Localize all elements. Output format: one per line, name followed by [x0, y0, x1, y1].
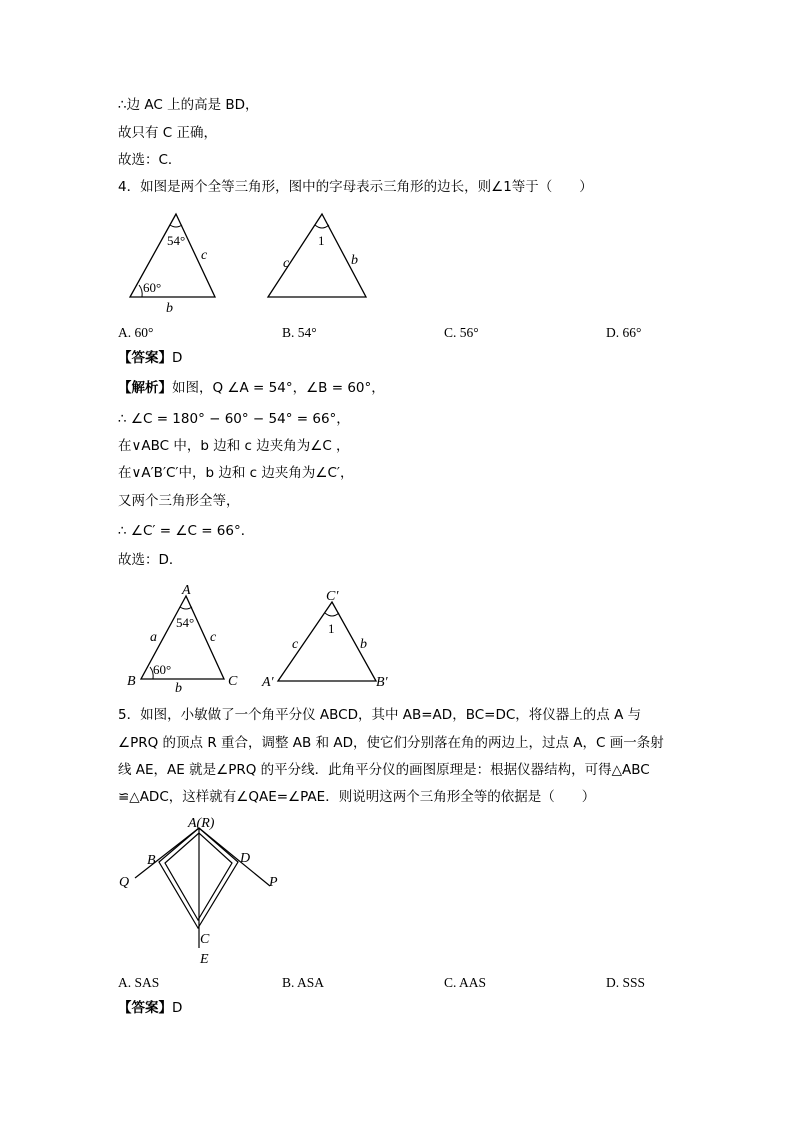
answer-value: D: [172, 350, 183, 366]
answer-line: [118, 999, 182, 1017]
analysis-step: 故选：D．: [118, 552, 183, 568]
label-54: 54°: [167, 233, 186, 248]
label-b: b: [351, 253, 358, 268]
option-a: A. 60°: [118, 325, 154, 340]
angle-arc-54: [170, 225, 182, 227]
angle-arc-60: [139, 285, 142, 297]
analysis-text: 如图，Q ∠A = 54°，∠B = 60°，: [172, 380, 385, 396]
question-5-line: 线 AE，AE 就是∠PRQ 的平分线．此角平分仪的画图原理是：根据仪器结构，可得△ABC: [118, 762, 650, 778]
option-d: D. 66°: [606, 325, 642, 340]
label-B-prime: B′: [376, 675, 388, 690]
answer-line: [118, 349, 182, 367]
option-d: D. SSS: [606, 975, 646, 990]
label-1: 1: [318, 233, 325, 248]
question-4-stem: 4．如图是两个全等三角形，图中的字母表示三角形的边长，则∠1等于（ ）: [118, 179, 593, 195]
angle-arc-1: [315, 225, 329, 228]
label-P: P: [269, 875, 278, 890]
label-c: c: [201, 248, 208, 263]
label-1: 1: [328, 621, 335, 636]
q4-solution-figure: [0, 582, 794, 692]
option-c: C. 56°: [444, 325, 479, 340]
label-b: b: [166, 301, 173, 312]
label-D: D: [240, 851, 251, 866]
analysis-step: ∴ ∠C′ = ∠C = 66°．: [118, 523, 255, 539]
analysis-line: [118, 379, 385, 397]
q4-figure: [0, 212, 794, 312]
label-A: A: [182, 583, 191, 598]
option-b: B. ASA: [282, 975, 325, 990]
label-54: 54°: [176, 615, 195, 630]
label-c: c: [292, 637, 299, 652]
question-5-line: 5．如图，小敏做了一个角平分仪 ABCD，其中 AB=AD，BC=DC，将仪器上的点 A 与: [118, 707, 642, 723]
option-a: A. SAS: [118, 975, 160, 990]
option-c: C. AAS: [444, 975, 487, 990]
label-c: c: [283, 256, 290, 271]
analysis-step: ∴ ∠C = 180° − 60° − 54° = 66°，: [118, 411, 350, 427]
label-b: b: [360, 637, 367, 652]
text-line: ∴边 AC 上的高是 BD，: [118, 97, 259, 113]
label-E: E: [200, 952, 209, 964]
label-C: C: [200, 932, 210, 947]
label-A-R: A(R): [188, 816, 215, 831]
label-B: B: [127, 674, 136, 689]
text-line: 故选：C．: [118, 152, 182, 168]
label-60: 60°: [153, 662, 172, 677]
label-Q: Q: [119, 875, 130, 890]
option-b: B. 54°: [282, 325, 317, 340]
analysis-step: 在∨ABC 中，b 边和 c 边夹角为∠C ，: [118, 438, 350, 454]
label-b: b: [175, 681, 182, 692]
analysis-step: 在∨A′B′C′中，b 边和 c 边夹角为∠C′，: [118, 465, 354, 481]
answer-tag: 【答案】: [118, 350, 172, 366]
analysis-step: 又两个三角形全等，: [118, 493, 240, 509]
q5-figure: [0, 814, 794, 964]
label-a: a: [150, 630, 157, 645]
label-60: 60°: [143, 280, 162, 295]
answer-tag: 【答案】: [118, 1000, 172, 1016]
label-C-prime: C′: [326, 589, 339, 604]
label-C: C: [228, 674, 238, 689]
analysis-tag: 【解析】: [118, 380, 172, 396]
question-5-line: ∠PRQ 的顶点 R 重合，调整 AB 和 AD，使它们分别落在角的两边上，过点 A，C 画一条射: [118, 735, 664, 751]
question-5-line: ≌△ADC，这样就有∠QAE=∠PAE．则说明这两个三角形全等的依据是（ ）: [118, 789, 596, 805]
label-A-prime: A′: [262, 675, 274, 690]
answer-value: D: [172, 1000, 183, 1016]
text-line: 故只有 C 正确，: [118, 125, 218, 141]
label-B: B: [147, 853, 156, 868]
label-c: c: [210, 630, 217, 645]
